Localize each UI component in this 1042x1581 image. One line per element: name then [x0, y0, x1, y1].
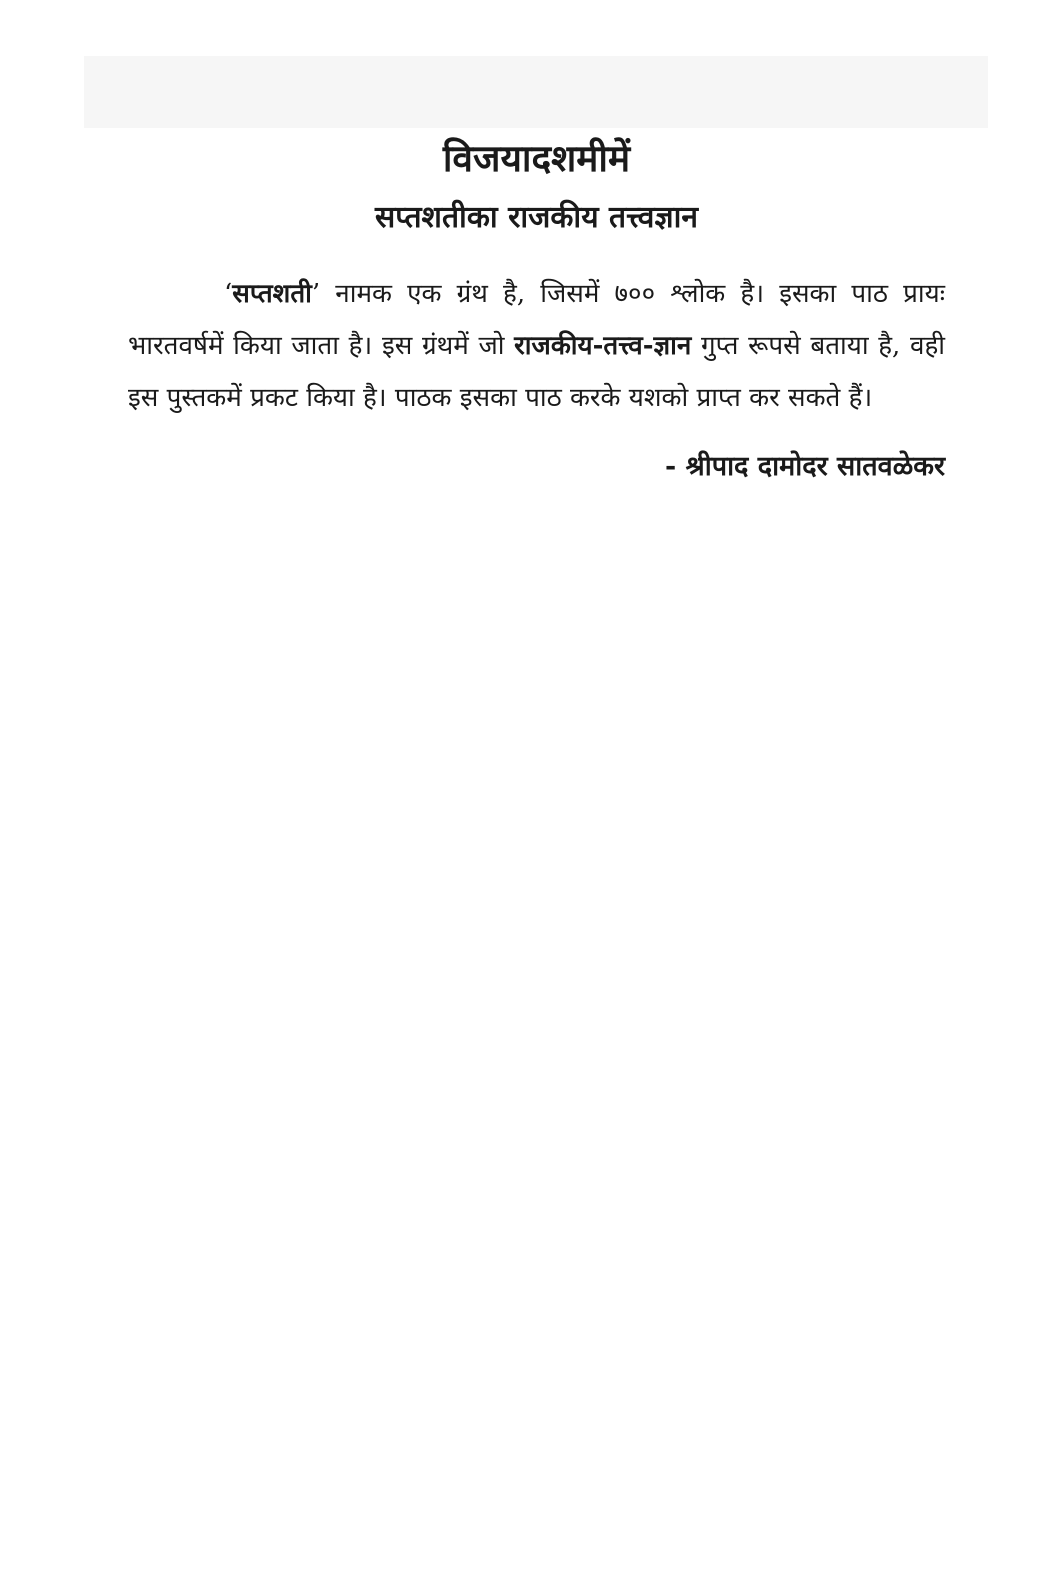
paragraph-text-2: गुप्त रूपसे बताया है, वही इस पुस्तकमें प्रकट किया है। पाठक इसका पाठ करके यशको प्राप्त कर सकते हैं। — [128, 331, 945, 413]
page-header-band — [84, 56, 988, 128]
page-subtitle: सप्तशतीका राजकीय तत्त्वज्ञान — [374, 200, 699, 235]
close-quote: ’ — [311, 279, 321, 309]
book-name: सप्तशती — [232, 279, 312, 309]
highlight-term: राजकीय-तत्त्व-ज्ञान — [514, 331, 692, 361]
author-signature: - श्रीपाद दामोदर सातवळेकर — [665, 451, 945, 482]
open-quote: ‘ — [224, 279, 233, 309]
body-paragraph — [128, 268, 945, 424]
document-page — [128, 128, 945, 490]
paragraph-text-1: नामक एक ग्रंथ है, जिसमें ७०० श्लोक है। इसका पाठ प्रायः भारतवर्षमें किया जाता है। इस ग्रंथमें जो — [128, 279, 945, 361]
page-title: विजयादशमीमें — [442, 136, 631, 180]
